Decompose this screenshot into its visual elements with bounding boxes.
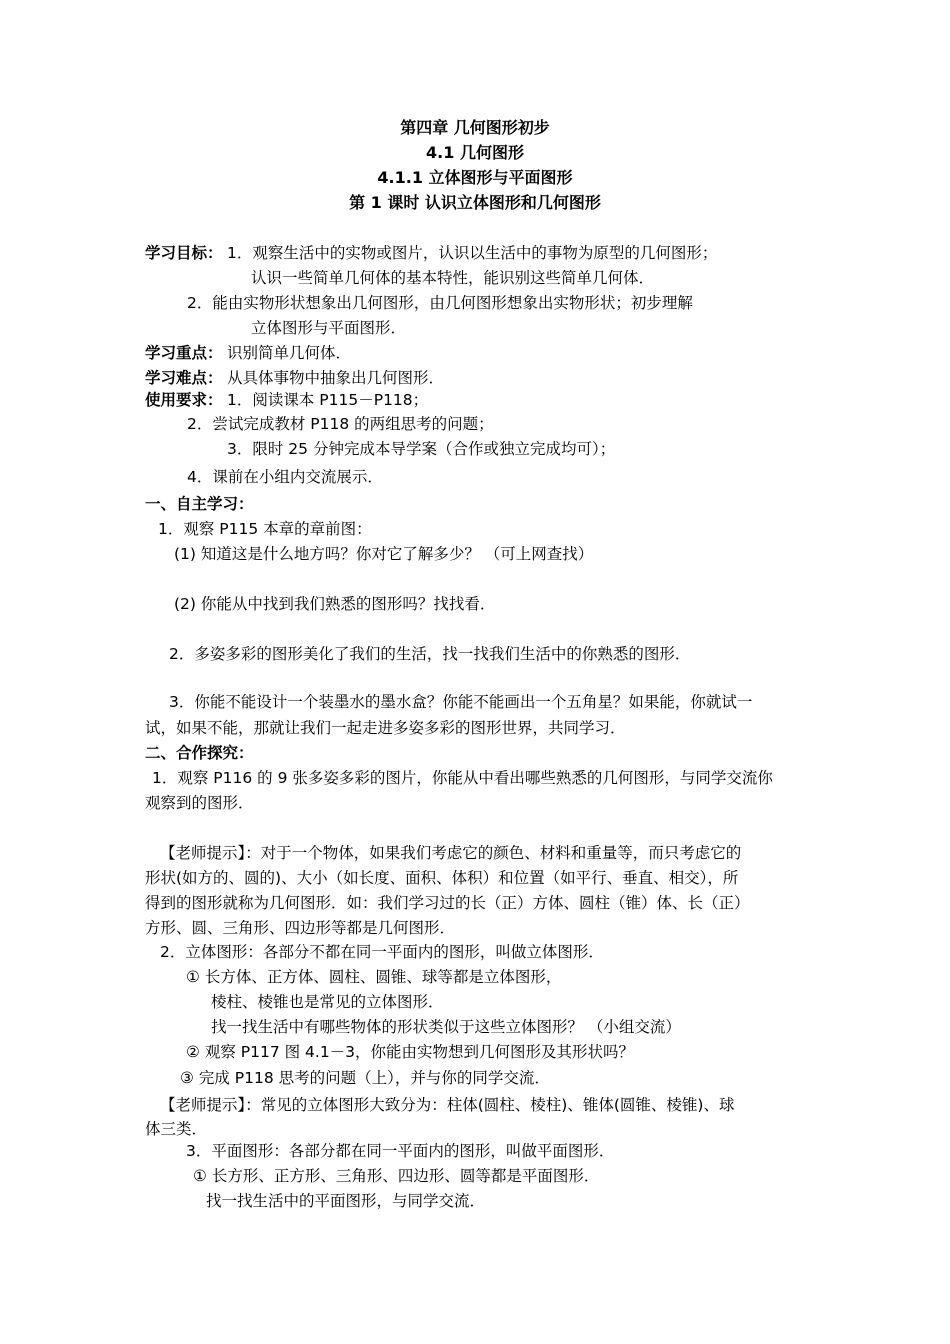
part1-heading: 一、自主学习： [145, 495, 254, 513]
key-point-label: 学习重点： [145, 344, 223, 362]
teacher-tip-1-line-4: 方形、圆、三角形、四边形等都是几何图形． [145, 919, 456, 937]
part1-question-1a: (1) 知道这是什么地方吗？你对它了解多少？ （可上网查找） [174, 545, 594, 563]
requirement-3: 3．限时 25 分钟完成本导学案（合作或独立完成均可）； [227, 440, 616, 458]
part2-heading: 二、合作探究： [145, 744, 254, 762]
part2-question-2c: ③ 完成 P118 思考的问题（上），并与你的同学交流． [180, 1069, 550, 1087]
difficulty-text: 从具体事物中抽象出几何图形． [227, 369, 445, 387]
part1-question-1b: (2) 你能从中找到我们熟悉的图形吗？找找看． [174, 595, 496, 613]
part1-question-1: 1．观察 P115 本章的章前图： [158, 520, 372, 538]
key-point-text: 识别简单几何体． [227, 344, 352, 362]
lesson-title: 第 1 课时 认识立体图形和几何图形 [349, 193, 601, 212]
subsection-title: 4.1.1 立体图形与平面图形 [377, 168, 573, 187]
objective-2-line-1: 2．能由实物形状想象出几何图形，由几何图形想象出实物形状；初步理解 [187, 294, 693, 312]
teacher-tip-1-line-1: 【老师提示】：对于一个物体，如果我们考虑它的颜色、材料和重量等，而只考虑它的 [160, 844, 742, 862]
requirement-1: 1．阅读课本 P115－P118； [227, 391, 429, 409]
teacher-tip-1-line-2: 形状(如方的、圆的)、大小（如长度、面积、体积）和位置（如平行、垂直、相交），所 [145, 869, 739, 887]
objective-1-line-1: 1．观察生活中的实物或图片，认识以生活中的事物为原型的几何图形； [227, 244, 718, 262]
part2-question-2: 2．立体图形：各部分不都在同一平面内的图形，叫做立体图形． [160, 943, 604, 961]
requirement-2: 2．尝试完成教材 P118 的两组思考的问题； [187, 415, 494, 433]
part2-question-2a-line-3: 找一找生活中有哪些物体的形状类似于这些立体图形？ （小组交流） [211, 1018, 681, 1036]
part2-question-3: 3．平面图形：各部分都在同一平面内的图形，叫做平面图形． [186, 1142, 615, 1160]
teacher-tip-2-line-2: 体三类． [145, 1120, 208, 1138]
objective-1-line-2: 认识一些简单几何体的基本特性，能识别这些简单几何体． [251, 269, 655, 287]
section-title: 4.1 几何图形 [426, 143, 524, 162]
requirements-label: 使用要求： [145, 391, 223, 409]
part2-question-2b: ② 观察 P117 图 4.1－3，你能由实物想到几何图形及其形状吗？ [186, 1043, 635, 1061]
part2-question-3a-line-1: ① 长方形、正方形、三角形、四边形、圆等都是平面图形． [193, 1167, 600, 1185]
teacher-tip-2-line-1: 【老师提示】：常见的立体图形大致分为：柱体(圆柱、棱柱)、锥体(圆锥、棱锥)、球 [160, 1096, 735, 1114]
chapter-title: 第四章 几何图形初步 [400, 118, 550, 137]
difficulty-label: 学习难点： [145, 369, 223, 387]
part2-question-2a-line-2: 棱柱、棱锥也是常见的立体图形． [211, 993, 444, 1011]
teacher-tip-1-line-3: 得到的图形就称为几何图形．如：我们学习过的长（正）方体、圆柱（锥）体、长（正） [145, 894, 750, 912]
part2-question-2a-line-1: ① 长方体、正方体、圆柱、圆锥、球等都是立体图形， [186, 968, 562, 986]
part2-question-1-line-2: 观察到的图形． [145, 794, 254, 812]
part1-question-3-line-1: 3．你能不能设计一个装墨水的墨水盒？你能不能画出一个五角星？如果能，你就试一 [169, 693, 753, 711]
part2-question-1-line-1: 1．观察 P116 的 9 张多姿多彩的图片，你能从中看出哪些熟悉的几何图形，与同学交流你 [152, 769, 773, 787]
part1-question-2: 2．多姿多彩的图形美化了我们的生活，找一找我们生活中的你熟悉的图形． [169, 645, 691, 663]
requirement-4: 4．课前在小组内交流展示． [187, 468, 383, 486]
objective-2-line-2: 立体图形与平面图形． [251, 319, 407, 337]
objectives-label: 学习目标： [145, 244, 223, 262]
part2-question-3a-line-2: 找一找生活中的平面图形，与同学交流． [206, 1192, 486, 1210]
part1-question-3-line-2: 试，如果不能，那就让我们一起走进多姿多彩的图形世界，共同学习． [145, 719, 626, 737]
